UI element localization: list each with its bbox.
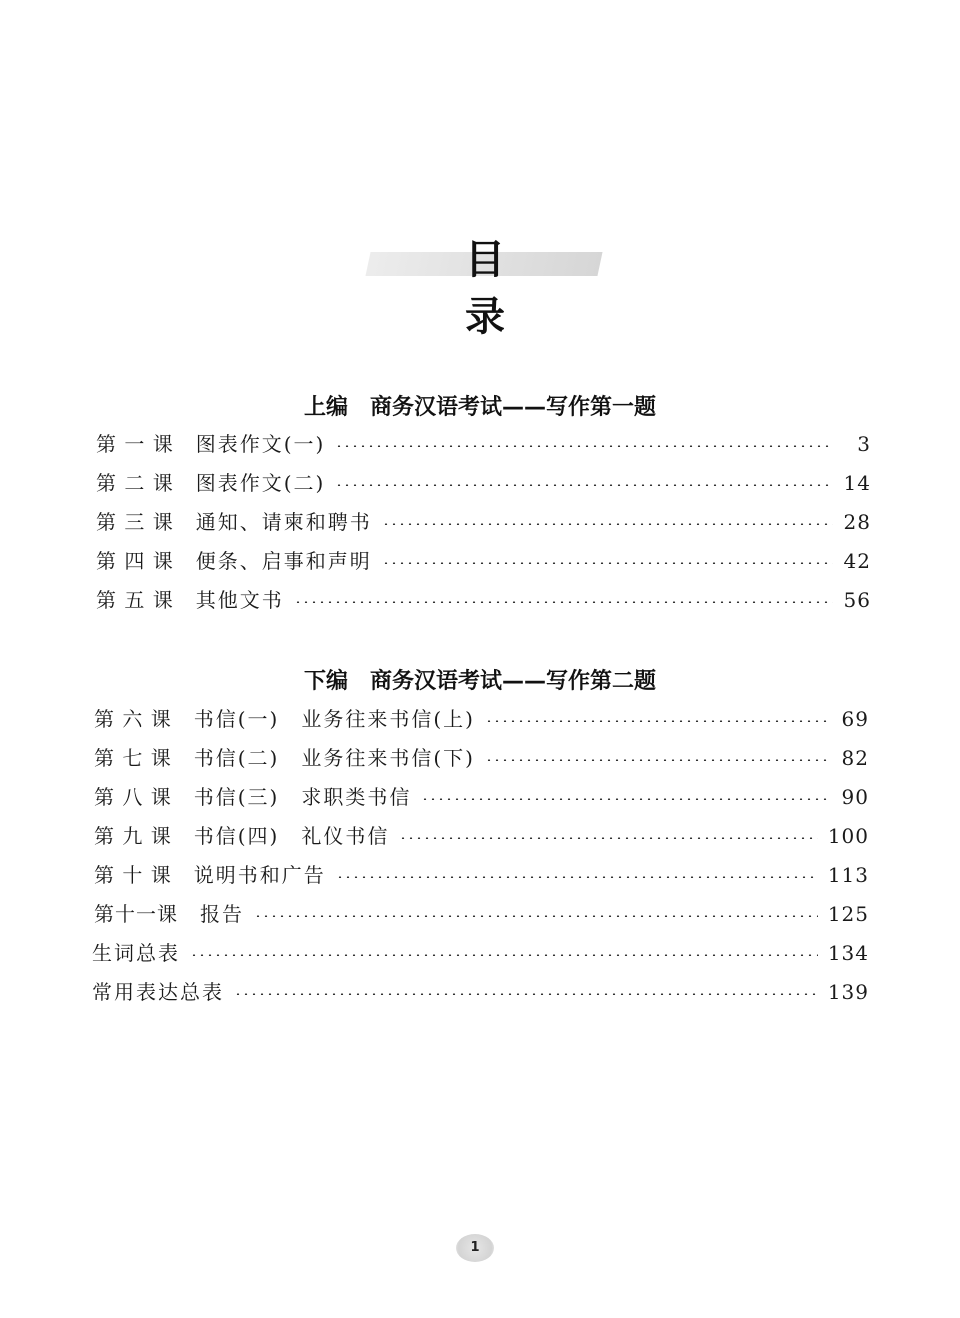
toc-entry-lesson-9[interactable] bbox=[94, 821, 869, 851]
entry-title: 通知、请柬和聘书 bbox=[195, 510, 372, 534]
page-number: 69 bbox=[841, 707, 869, 731]
dot-leader bbox=[382, 523, 833, 525]
entry-title: 说明书和广告 bbox=[193, 863, 326, 887]
toc-entry-lesson-5[interactable] bbox=[96, 585, 871, 615]
entry-title: 常用表达总表 bbox=[92, 980, 224, 1004]
entry-title: 书信(一) 业务往来书信(上) bbox=[193, 707, 475, 731]
page-number: 139 bbox=[827, 980, 869, 1004]
page-number: 90 bbox=[841, 785, 869, 809]
dot-leader bbox=[485, 720, 831, 722]
toc-entry-lesson-4[interactable] bbox=[96, 546, 871, 576]
toc-entry-expressions-index[interactable] bbox=[92, 977, 869, 1007]
dot-leader bbox=[294, 601, 833, 603]
lesson-number: 第 四 课 bbox=[96, 549, 174, 573]
lesson-number: 第 二 课 bbox=[96, 471, 174, 495]
page-number: 28 bbox=[843, 510, 871, 534]
toc-entry-lesson-6[interactable] bbox=[94, 704, 869, 734]
entry-title: 便条、启事和声明 bbox=[195, 549, 372, 573]
page-number: 134 bbox=[827, 941, 869, 965]
toc-title-text: 目 录 bbox=[465, 237, 725, 340]
dot-leader bbox=[421, 798, 831, 800]
lesson-number: 第 五 课 bbox=[96, 588, 174, 612]
lesson-number: 第 六 课 bbox=[94, 707, 172, 731]
dot-leader bbox=[335, 484, 833, 486]
lesson-number: 第 八 课 bbox=[94, 785, 172, 809]
entry-title: 书信(三) 求职类书信 bbox=[193, 785, 412, 809]
entry-title: 报告 bbox=[200, 902, 244, 926]
dot-leader bbox=[254, 915, 818, 917]
dot-leader bbox=[190, 954, 818, 956]
section-heading-part2: 下编 商务汉语考试——写作第二题 bbox=[303, 669, 656, 694]
dot-leader bbox=[234, 993, 818, 995]
lesson-number: 第 十 课 bbox=[94, 863, 172, 887]
lesson-number: 第 三 课 bbox=[96, 510, 174, 534]
page-number: 14 bbox=[843, 471, 871, 495]
dot-leader bbox=[336, 876, 818, 878]
toc-entry-lesson-1[interactable] bbox=[96, 429, 871, 459]
section-heading-part1: 上编 商务汉语考试——写作第一题 bbox=[303, 395, 656, 420]
entry-title: 图表作文(一) bbox=[195, 432, 326, 456]
dot-leader bbox=[399, 837, 817, 839]
page-number: 3 bbox=[857, 432, 871, 456]
toc-entry-lesson-8[interactable] bbox=[94, 782, 869, 812]
lesson-number: 第十一课 bbox=[94, 902, 178, 926]
dot-leader bbox=[485, 759, 831, 761]
entry-title: 生词总表 bbox=[92, 941, 180, 965]
page-number: 82 bbox=[841, 746, 869, 770]
entry-title: 书信(二) 业务往来书信(下) bbox=[193, 746, 475, 770]
lesson-number: 第 一 课 bbox=[96, 432, 174, 456]
lesson-number: 第 九 课 bbox=[94, 824, 172, 848]
entry-title: 其他文书 bbox=[195, 588, 284, 612]
page-number: 56 bbox=[843, 588, 871, 612]
page-number: 125 bbox=[827, 902, 869, 926]
page-number-badge: 1 bbox=[456, 1234, 494, 1262]
toc-entry-vocabulary-index[interactable] bbox=[92, 938, 869, 968]
dot-leader bbox=[382, 562, 833, 564]
toc-entry-lesson-2[interactable] bbox=[96, 468, 871, 498]
dot-leader bbox=[335, 445, 833, 447]
toc-entry-lesson-3[interactable] bbox=[96, 507, 871, 537]
entry-title: 图表作文(二) bbox=[195, 471, 326, 495]
toc-entry-lesson-7[interactable] bbox=[94, 743, 869, 773]
lesson-number: 第 七 课 bbox=[94, 746, 172, 770]
page-number: 113 bbox=[827, 863, 869, 887]
toc-entry-lesson-10[interactable] bbox=[94, 860, 869, 890]
entry-title: 书信(四) 礼仪书信 bbox=[193, 824, 390, 848]
toc-title bbox=[360, 222, 725, 340]
page-number: 42 bbox=[843, 549, 871, 573]
toc-entry-lesson-11[interactable] bbox=[94, 899, 869, 929]
page-number: 100 bbox=[827, 824, 869, 848]
